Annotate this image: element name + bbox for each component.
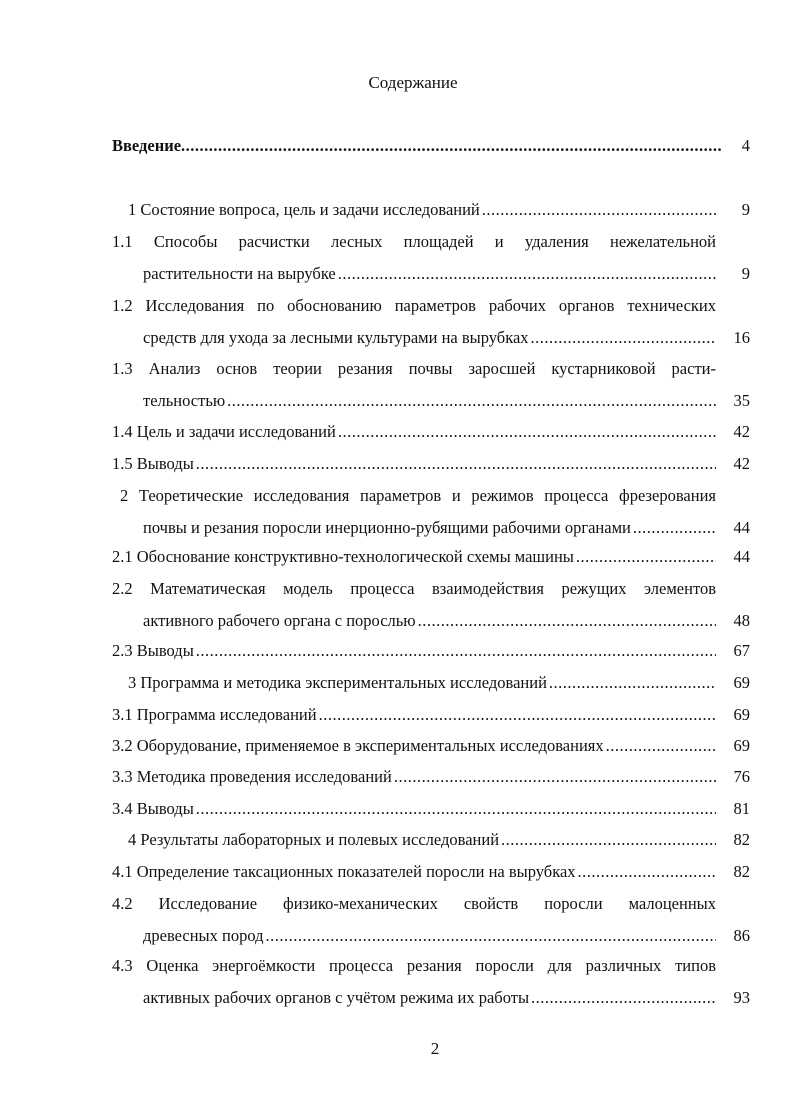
dot-leader — [336, 421, 716, 443]
toc-entry-line — [143, 390, 750, 412]
dot-leader — [194, 798, 716, 820]
toc-entry-title: Введение — [112, 136, 182, 155]
toc-entry-title: почвы и резания поросли инерционно-рубящими рабочими органами — [143, 518, 631, 537]
toc-page-number: 82 — [733, 830, 750, 849]
toc-page-number: 81 — [733, 799, 750, 818]
toc-entry-title: 3.2 Оборудование, применяемое в экспериментальных исследованиях — [112, 736, 604, 755]
dot-leader — [194, 640, 716, 662]
toc-entry-title: 3.4 Выводы — [112, 799, 194, 818]
toc-page-number: 48 — [733, 611, 750, 630]
toc-entry-line — [112, 735, 750, 757]
dot-leader — [264, 925, 716, 947]
toc-entry-line — [112, 421, 750, 443]
toc-entry-title: растительности на вырубке — [143, 264, 336, 283]
toc-entry-title: 4.1 Определение таксационных показателей поросли на вырубках — [112, 862, 576, 881]
toc-page-number: 69 — [733, 673, 750, 692]
toc-entry-title: 1.2 Исследования по обоснованию параметров рабочих органов технических — [112, 296, 716, 315]
toc-entry-title: 4.2 Исследование физико-механических свойств поросли малоценных — [112, 894, 716, 913]
toc-page-number: 4 — [741, 136, 750, 155]
toc-page-number: 76 — [733, 767, 750, 786]
toc-page-number: 86 — [733, 926, 750, 945]
dot-leader — [336, 263, 716, 285]
toc-entry-line — [112, 798, 750, 820]
toc-entry-title: 3.1 Программа исследований — [112, 705, 317, 724]
toc-entry-line — [143, 610, 750, 632]
toc-page-number: 16 — [733, 328, 750, 347]
toc-entry-line — [143, 327, 750, 349]
toc-page-number: 42 — [733, 422, 750, 441]
dot-leader — [574, 546, 716, 568]
dot-leader — [392, 766, 716, 788]
toc-entry-title: 4.3 Оценка энергоёмкости процесса резания поросли для различных типов — [112, 956, 716, 975]
dot-leader — [499, 829, 716, 851]
toc-entry-line — [143, 925, 750, 947]
dot-leader — [529, 987, 716, 1009]
toc-entry-line — [143, 987, 750, 1009]
toc-entry-title: древесных пород — [143, 926, 264, 945]
toc-entry-title: активных рабочих органов с учётом режима их работы — [143, 988, 530, 1007]
toc-entry-title: 1.5 Выводы — [112, 454, 194, 473]
toc-entry-line — [112, 546, 750, 568]
toc-entry-title: 1 Состояние вопроса, цель и задачи исследований — [128, 200, 480, 219]
toc-page-number: 44 — [733, 518, 750, 537]
toc-entry-title: тельностью — [143, 391, 226, 410]
page-number: 2 — [430, 1039, 440, 1058]
toc-page-number: 44 — [733, 547, 750, 566]
toc-entry-title: 2.2 Математическая модель процесса взаимодействия режущих элементов — [112, 579, 716, 598]
toc-entry-line — [112, 640, 750, 662]
dot-leader — [631, 517, 716, 539]
dot-leader — [317, 704, 716, 726]
toc-entry-line — [143, 517, 750, 539]
dot-leader — [576, 861, 716, 883]
dot-leader — [480, 199, 716, 221]
toc-page-number: 93 — [733, 988, 750, 1007]
dot-leader — [194, 453, 716, 475]
toc-entry-title: активного рабочего органа с порослью — [143, 611, 416, 630]
toc-entry-line — [112, 453, 750, 475]
toc-page-number: 69 — [733, 705, 750, 724]
dot-leader — [547, 672, 716, 694]
toc-entry-title: 2.3 Выводы — [112, 641, 194, 660]
toc-page-number: 9 — [741, 264, 750, 283]
toc-page-number: 67 — [733, 641, 750, 660]
toc-page-number: 42 — [733, 454, 750, 473]
toc-entry-title: 3.3 Методика проведения исследований — [112, 767, 392, 786]
toc-entry-line — [128, 199, 750, 221]
dot-leader — [225, 390, 716, 412]
toc-entry-line — [112, 766, 750, 788]
toc-page-number: 69 — [733, 736, 750, 755]
toc-page-number: 35 — [733, 391, 750, 410]
dot-leader — [416, 610, 716, 632]
toc-entry-line — [143, 263, 750, 285]
toc-entry-line — [128, 829, 750, 851]
dot-leader — [604, 735, 716, 757]
toc-entry-title: 3 Программа и методика экспериментальных исследований — [128, 673, 547, 692]
toc-entry-title: средств для ухода за лесными культурами на вырубках — [143, 328, 529, 347]
toc-page-number: 82 — [733, 862, 750, 881]
toc-entry-title: 4 Результаты лабораторных и полевых исследований — [128, 830, 500, 849]
toc-entry-line — [128, 672, 750, 694]
dot-leader — [529, 327, 716, 349]
toc-entry-title: 2.1 Обоснование конструктивно-технологической схемы машины — [112, 547, 574, 566]
toc-entry-title: 1.3 Анализ основ теории резания почвы заросшей кустарниковой расти- — [112, 359, 716, 378]
page-title: Содержание — [368, 73, 458, 92]
toc-entry-line — [112, 861, 750, 883]
toc-page-number: 9 — [741, 200, 750, 219]
toc-entry-title: 1.4 Цель и задачи исследований — [112, 422, 336, 441]
toc-entry-title: 2 Теоретические исследования параметров и режимов процесса фрезерования — [120, 486, 716, 505]
toc-entry-title: 1.1 Способы расчистки лесных площадей и удаления нежелательной — [112, 232, 716, 251]
toc-entry-line — [112, 704, 750, 726]
